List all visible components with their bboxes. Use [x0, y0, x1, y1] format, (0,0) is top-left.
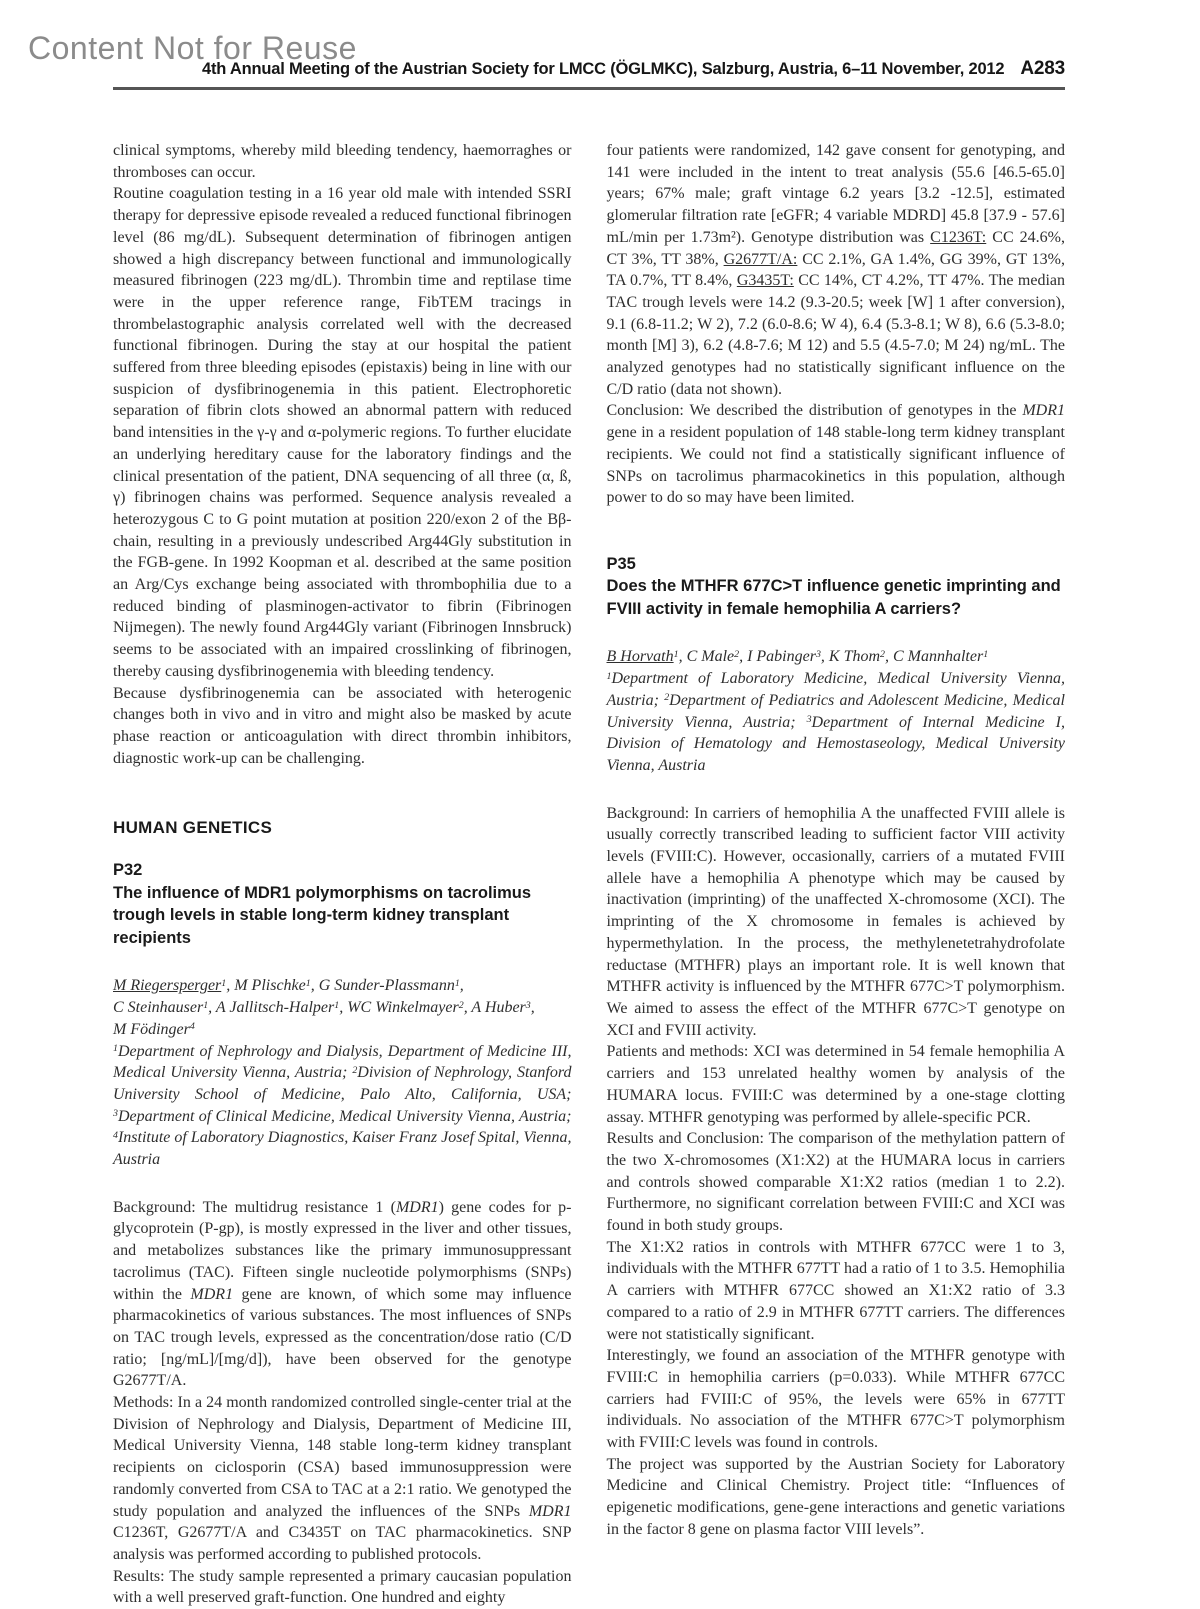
paragraph — [113, 1197, 572, 1392]
paragraph — [607, 1041, 1066, 1128]
text-run: 1 — [454, 977, 460, 989]
paragraph — [607, 1454, 1066, 1541]
text-run: , — [884, 648, 893, 666]
meeting-title: 4th Annual Meeting of the Austrian Society for LMCC (ÖGLMKC), Salzburg, Austria, 6–11 November, 2012 — [201, 60, 1005, 78]
text-run: , — [739, 648, 748, 666]
text-run: , — [459, 977, 464, 995]
text-run: M Födinger — [113, 1020, 190, 1038]
text-run: four patients were randomized, 142 gave consent for genotyping, and 141 were included in the intent to treat analysis (55.6 [46.5-65.0] years; 67% male; graft vintage 6.2 years [3.2 -12.5], estimated glomerular filtration rate [eGFR; 4 variable MDRD] 45.8 [37.9 - 57.6] mL/min per 1.73m²). Genotype distribution was — [606, 142, 1065, 246]
abstract-title: The influence of MDR1 polymorphisms on tacrolimus trough levels in stable long-term kidney transplant recipients — [113, 883, 532, 947]
text-run: , — [310, 977, 319, 995]
paragraph — [607, 1128, 1066, 1237]
text-run: G2677T/A: — [723, 250, 798, 268]
text-run: clinical symptoms, whereby mild bleeding tendency, haemorraghes or thromboses can occur. — [113, 142, 572, 181]
text-run: K Thom — [828, 648, 881, 666]
text-run: Department of Clinical Medicine, Medical University Vienna, Austria; — [117, 1107, 572, 1125]
text-run: CC 24.6%, CT 3%, TT 38%, — [606, 228, 1065, 268]
text-run: 1 — [606, 670, 612, 682]
text-run: C Male — [686, 648, 735, 666]
text-run: , — [530, 999, 535, 1017]
abstract-title: Does the MTHFR 677C>T influence genetic imprinting and FVIII activity in female hemophilia A carriers? — [606, 577, 1061, 618]
text-run: 1 — [221, 977, 227, 989]
paragraph — [113, 1566, 572, 1609]
text-run: I Pabinger — [747, 648, 816, 666]
paragraph — [113, 183, 572, 682]
abstract-number: P35 — [606, 554, 636, 573]
text-run: The X1:X2 ratios in controls with MTHFR 677CC were 1 to 3, individuals with the MTHFR 677TT had a ratio of 1 to 3.5. Hemophilia A carriers with MTHFR 677CC showed an X1:X2 ratio of 3.3 compared to a ratio of 2.9 in MTHFR 677TT carriers. The differences were not statistically significant. — [606, 1238, 1065, 1343]
paragraph — [113, 140, 572, 183]
paragraph — [607, 1237, 1066, 1346]
text-run: 2 — [352, 1064, 358, 1076]
text-run: gene in a resident population of 148 stable-long term kidney transplant recipients. We could not find a statistically significant influence of SNPs on tacrolimus pharmacokinetics in this population, although power to do so may have been limited. — [606, 424, 1065, 507]
text-run: M Riegersperger — [113, 977, 222, 995]
text-run: , — [208, 999, 216, 1017]
text-run: 1 — [203, 999, 209, 1011]
authors — [113, 975, 572, 1040]
text-run: , — [226, 977, 235, 995]
text-run: Institute of Laboratory Diagnostics, Kaiser Franz Josef Spital, Vienna, Austria — [113, 1129, 572, 1169]
abstracts-body — [113, 140, 1065, 1609]
text-run: ) gene codes for p-glycoprotein (P-gp), is mostly expressed in the liver and other tissues, and metabolizes substances like the primary immunosuppressant tacrolimus (TAC). Fifteen single nucleotide polymorphisms (SNPs) within the — [113, 1198, 572, 1303]
text-run: 4 — [189, 1021, 195, 1033]
text-run: CC 14%, CT 4.2%, TT 47%. The median TAC trough levels were 14.2 (9.3-20.5; week [W] 1 after conversion), 9.1 (6.8-11.2; W 2), 7.2 (6.0-8.6; W 4), 6.4 (5.3-8.1; W 8), 6.6 (5.3-8.0; month [M] 3), 6.2 (4.8-7.6; M 12) and 5.5 (4.5-7.0; M 24) ng/mL. The analyzed genotypes had no statistically significant influence on the C/D ratio (data not shown). — [606, 272, 1065, 398]
text-run: M Plischke — [234, 977, 306, 995]
paragraph — [113, 1392, 572, 1566]
text-run: , — [463, 999, 472, 1017]
abstract-heading — [607, 553, 1066, 621]
text-run: C Mannhalter — [892, 648, 984, 666]
section-heading: HUMAN GENETICS — [113, 818, 273, 838]
text-run: C1236T: — [930, 228, 987, 246]
text-run: Methods: In a 24 month randomized controlled single-center trial at the Division of Nephrology and Dialysis, Department of Medicine III, Medical University Vienna, 148 stable long-term kidney transplant recipients on ciclosporin (CSA) based immunosuppression were randomly converted from CSA to TAC at a 2:1 ratio. We genotyped the study population and analyzed the influences of the SNPs — [113, 1394, 572, 1520]
header-rule — [113, 87, 1065, 90]
text-run: Department of Internal Medicine I, Division of Hematology and Hemostaseology, Medical University Vienna, Austria — [606, 713, 1065, 774]
text-run: Department of Pediatrics and Adolescent Medicine, Medical University Vienna, Austria; — [606, 691, 1065, 731]
paragraph — [607, 1345, 1066, 1454]
text-run: MDR1 — [395, 1198, 439, 1216]
text-run: 3 — [806, 714, 812, 726]
paragraph — [607, 803, 1066, 1042]
text-run: , — [820, 648, 829, 666]
text-run: G Sunder-Plassmann — [318, 977, 455, 995]
text-run: 1 — [113, 1043, 118, 1055]
text-run: Conclusion: We described the distribution of genotypes in the — [606, 402, 1023, 420]
text-run: Routine coagulation testing in a 16 year old male with intended SSRI therapy for depressive episode revealed a reduced functional fibrinogen level (86 mg/dL). Subsequent determination of fibrinogen antigen showed a high discrepancy between functional and immunologically measured fibrinogen (223 mg/dL). Thrombin time and reptilase time were in the upper reference range, FibTEM tracings in thrombelastographic analysis correlated well with the decreased functional fibrinogen. During the stay at our hospital the patient suffered from three bleeding episodes (epistaxis) being in line with our suspicion of dysfibrinogenemia in this patient. Electrophoretic separation of fibrin clots showed an abnormal pattern with reduced band intensities in the γ-γ and α-polymeric regions. To further elucidate an underlying hereditary cause for the laboratory findings and the clinical presentation of the patient, DNA sequencing of all three (α, ß, γ) fibrinogen chains was performed. Sequence analysis revealed a heterozygous C to G point mutation at position 220/exon 2 of the Bβ-chain, resulting in a previously undescribed Arg44Gly substitution in the FGB-gene. In 1992 Koopman et al. described at the same position an Arg/Cys exchange being associated with thrombophilia due to a reduced binding of plasminogen-activator to fibrin (Fibrinogen Nijmegen). The newly found Arg44Gly variant (Fibrinogen Innsbruck) seems to be associated with an impaired crosslinking of fibrinogen, thereby causing dysfibrinogenemia with bleeding tendency. — [113, 185, 572, 680]
text-run: CC 2.1%, GA 1.4%, GG 39%, GT 13%, TA 0.7%, TT 8.4%, — [606, 250, 1066, 290]
text-run: The project was supported by the Austrian Society for Laboratory Medicine and Clinical Chemistry. Project title: “Influences of epigenetic modifications, gene-gene interactions and genetic variations in the factor 8 gene on plasma factor VIII levels”. — [606, 1455, 1065, 1538]
abstract-heading — [113, 859, 572, 949]
text-run: 3 — [113, 1108, 118, 1120]
paragraph — [607, 140, 1066, 400]
text-run: Department of Laboratory Medicine, Medical University Vienna, Austria; — [606, 670, 1065, 709]
text-run: 2 — [734, 649, 740, 660]
text-run: MDR1 — [1022, 402, 1065, 420]
text-run: Division of Nephrology, Stanford University School of Medicine, Palo Alto, California, USA; — [113, 1064, 572, 1103]
text-run: 1 — [983, 649, 989, 660]
text-run: C Steinhauser — [113, 999, 204, 1017]
text-run: 2 — [458, 999, 464, 1011]
text-run: MDR1 — [528, 1502, 572, 1520]
paragraph — [607, 400, 1066, 509]
text-run: 3 — [815, 649, 821, 660]
text-run: 2 — [880, 649, 885, 660]
watermark-content-not-for-reuse: Content Not for Reuse — [28, 30, 357, 66]
text-run: 1 — [334, 999, 340, 1011]
affiliations — [607, 668, 1066, 777]
text-run: G3435T: — [736, 272, 794, 290]
left-column — [113, 140, 572, 1609]
authors — [607, 646, 1066, 668]
paragraph — [113, 683, 572, 770]
text-run: Results and Conclusion: The comparison of the methylation pattern of the two X-chromosomes (X1:X2) at the HUMARA locus in carriers and controls showed comparable X1:X2 ratios (median 1 to 2.2). Furthermore, no significant correlation between FVIII:C and XCI was found in both study groups. — [606, 1130, 1065, 1235]
text-run: B Horvath — [606, 648, 674, 666]
text-run: 4 — [113, 1129, 118, 1141]
text-run: A Huber — [471, 999, 526, 1017]
text-run: MDR1 — [190, 1285, 234, 1303]
text-run: Patients and methods: XCI was determined in 54 female hemophilia A carriers and 153 unrelated healthy women by analysis of the HUMARA locus. FVIII:C was determined by a one-stage clotting assay. MTHFR genotyping was performed by allele-specific PCR. — [606, 1043, 1065, 1126]
text-run: A Jallitsch-Halper — [215, 999, 335, 1017]
text-run: WC Winkelmayer — [347, 999, 459, 1017]
text-run: , — [339, 999, 348, 1017]
text-run: , — [678, 648, 687, 666]
text-run: 2 — [664, 692, 670, 704]
text-run: gene are known, of which some may influence pharmacokinetics of various substances. The most influences of SNPs on TAC trough levels, expressed as the concentration/dose ratio (C/D ratio; [ng/mL]/[mg/d]), have been observed for the genotype G2677T/A. — [113, 1285, 572, 1390]
right-column — [607, 140, 1066, 1609]
text-run: Interestingly, we found an association of the MTHFR genotype with FVIII:C in hemophilia carriers (p=0.033). While MTHFR 677CC carriers had FVIII:C of 95%, the levels were 65% in 677TT individuals. No association of the MTHFR 677C>T polymorphism with FVIII:C levels was found in controls. — [606, 1347, 1065, 1452]
abstract-number: P32 — [113, 861, 143, 880]
text-run: Background: In carriers of hemophilia A the unaffected FVIII allele is usually correctly transcribed leading to sufficient factor VIII activity levels (FVIII:C). However, occasionally, carriers of a mutated FVIII allele have a hemophilia A phenotype which may be caused by inactivation (imprinting) of the unaffected X-chromosome (XCI). The imprinting of the X chromosome in females is achieved by hypermethylation. In the process, the methylenetetrahydrofolate reductase (MTHFR) plays an important role. It is well known that MTHFR activity is influenced by the MTHFR 677C>T polymorphism. We aimed to assess the effect of the MTHFR 677C>T genotype on XCI and FVIII activity. — [606, 804, 1065, 1039]
text-run: Department of Nephrology and Dialysis, Department of Medicine III, Medical University Vienna, Austria; — [113, 1042, 572, 1082]
page-number: A283 — [1020, 58, 1065, 79]
text-run: 1 — [305, 977, 311, 989]
text-run: C1236T, G2677T/A and C3435T on TAC pharmacokinetics. SNP analysis was performed according to published protocols. — [113, 1524, 572, 1563]
text-run: 1 — [673, 649, 679, 660]
text-run: Results: The study sample represented a primary caucasian population with a well preserved graft-function. One hundred and eighty — [113, 1567, 572, 1607]
affiliations — [113, 1041, 572, 1171]
text-run: 3 — [525, 999, 531, 1011]
text-run: Because dysfibrinogenemia can be associated with heterogenic changes both in vivo and in vitro and might also be masked by acute phase reaction or anticoagulation with direct thrombin inhibitors, diagnostic work-up can be challenging. — [113, 684, 572, 767]
text-run: Background: The multidrug resistance 1 ( — [113, 1198, 396, 1216]
